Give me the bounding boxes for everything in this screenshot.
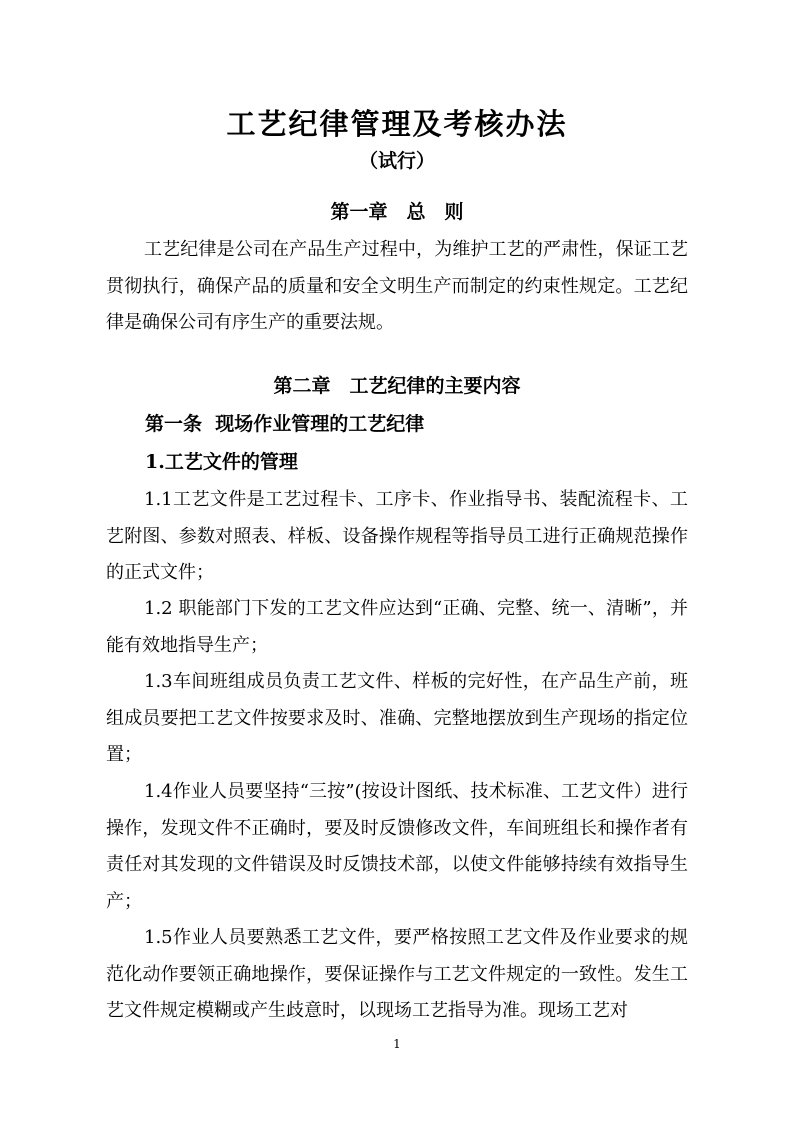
article-1-heading: 第一条 现场作业管理的工艺纪律 bbox=[145, 413, 425, 435]
clause-1-4-paragraph: 1.4作业人员要坚持“三按”(按设计图纸、技术标准、工艺文件）进行操作，发现文件不正确时，要及时反馈修改文件，车间班组长和操作者有责任对其发现的文件错误及时反馈技术部，以使文件能够持续有效指导生产； bbox=[106, 781, 688, 912]
document-subtitle: （试行） bbox=[358, 150, 435, 172]
clause-1-2-paragraph: 1.2 职能部门下发的工艺文件应达到“正确、完整、统一、清晰”，并能有效地指导生产； bbox=[106, 598, 688, 656]
clause-1-3-paragraph: 1.3车间班组成员负责工艺文件、样板的完好性，在产品生产前，班组成员要把工艺文件按要求及时、准确、完整地摆放到生产现场的指定位置； bbox=[106, 671, 688, 765]
page-number: 1 bbox=[393, 1037, 401, 1051]
chapter-2-heading: 第二章 工艺纪律的主要内容 bbox=[273, 375, 521, 397]
clause-1-1-paragraph: 1.1工艺文件是工艺过程卡、工序卡、作业指导书、装配流程卡、工艺附图、参数对照表、样板、设备操作规程等指导员工进行正确规范操作的正式文件； bbox=[106, 489, 688, 583]
section-1-heading: 1.工艺文件的管理 bbox=[145, 451, 298, 473]
clause-1-5-paragraph: 1.5作业人员要熟悉工艺文件，要严格按照工艺文件及作业要求的规范化动作要领正确地操作，要保证操作与工艺文件规定的一致性。发生工艺文件规定模糊或产生歧意时，以现场工艺指导为准。现场工艺对 bbox=[106, 927, 688, 1021]
document-title: 工艺纪律管理及考核办法 bbox=[226, 107, 568, 141]
chapter-1-heading: 第一章 总 则 bbox=[330, 201, 464, 223]
chapter-1-intro-paragraph: 工艺纪律是公司在产品生产过程中，为维护工艺的严肃性，保证工艺贯彻执行，确保产品的质量和安全文明生产而制定的约束性规定。工艺纪律是确保公司有序生产的重要法规。 bbox=[106, 239, 688, 333]
